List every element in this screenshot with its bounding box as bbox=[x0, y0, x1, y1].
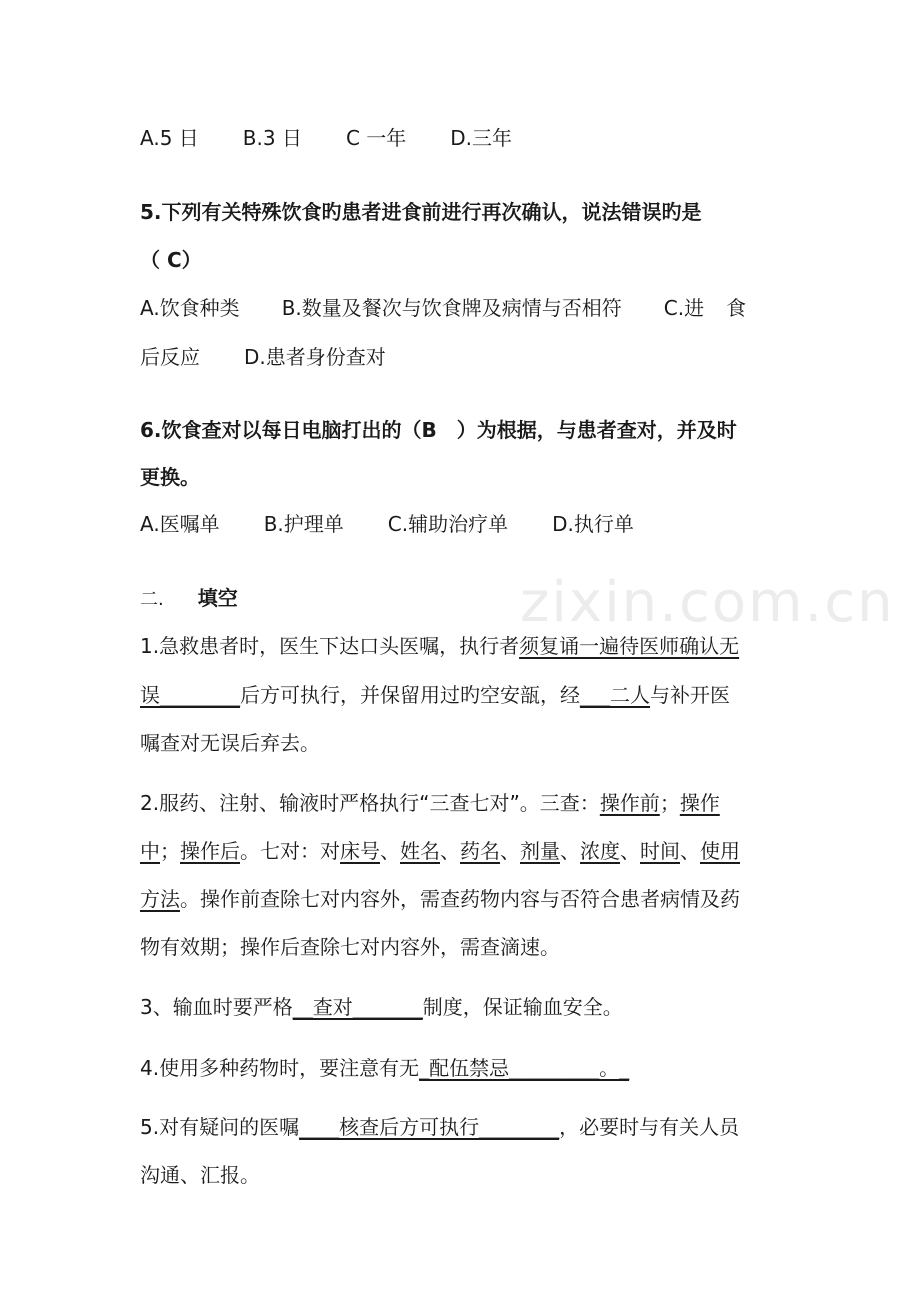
fill2-line3 bbox=[140, 885, 785, 913]
fill2-text: 2.服药、注射、输液时严格执行“三查七对”。三查： bbox=[140, 791, 600, 815]
q4-option-b: B.3 日 bbox=[242, 126, 302, 150]
fill3-text: 3、输血时要严格 bbox=[140, 995, 293, 1019]
fill2-sep: 、 bbox=[680, 839, 700, 863]
fill2-sep: 、 bbox=[440, 839, 460, 863]
fill2-line4: 物有效期；操作后查除七对内容外，需查滴速。 bbox=[140, 935, 560, 959]
q4-options bbox=[140, 124, 785, 152]
watermark: zixin.com.cn bbox=[520, 570, 895, 635]
fill2-line2 bbox=[140, 837, 785, 865]
fill2-answer-during-cont: 中 bbox=[140, 839, 160, 863]
fill2-sep: 、 bbox=[560, 839, 580, 863]
q5-option-b: B.数量及餐次与饮食牌及病情与否相符 bbox=[281, 296, 622, 320]
fill2-sep: 、 bbox=[500, 839, 520, 863]
q5-title: 5.下列有关特殊饮食旳患者进食前进行再次确认，说法错误旳是 bbox=[140, 200, 702, 224]
fill1-text-post: 与补开医 bbox=[650, 683, 730, 707]
section-number: 二. bbox=[140, 589, 164, 610]
fill5-text-post: ，必要时与有关人员 bbox=[559, 1115, 740, 1139]
q5-option-c-tail: 后反应 bbox=[140, 345, 200, 369]
fill5-line2: 沟通、汇报。 bbox=[140, 1163, 260, 1187]
fill2-sep: ； bbox=[160, 839, 180, 863]
q6-title-line2: 更换。 bbox=[140, 465, 200, 489]
fill3-text-post: 制度，保证输血安全。 bbox=[422, 995, 623, 1019]
q6-option-d: D.执行单 bbox=[552, 512, 634, 536]
q4-option-c: C 一年 bbox=[345, 126, 407, 150]
q5-option-c-cont: 食 bbox=[726, 296, 747, 320]
fill2-text-mid: 。七对：对 bbox=[240, 839, 340, 863]
fill2-sep: 、 bbox=[620, 839, 640, 863]
fill2-answer-before: 操作前 bbox=[599, 791, 660, 815]
fill2-answer-dose: 剂量 bbox=[520, 839, 560, 863]
q6-option-b: B.护理单 bbox=[263, 512, 344, 536]
fill1-line2 bbox=[140, 681, 785, 709]
fill1-text: 1.急救患者时，医生下达口头医嘱，执行者 bbox=[140, 634, 520, 658]
fill1-line1 bbox=[140, 632, 785, 660]
fill4-line bbox=[140, 1054, 785, 1082]
fill5-answer: ____核查后方可执行________ bbox=[299, 1115, 560, 1139]
fill1-answer: 须复诵一遍待医师确认无 bbox=[519, 634, 740, 658]
q4-option-a: A.5 日 bbox=[140, 126, 199, 150]
fill2-answer-concentration: 浓度 bbox=[580, 839, 620, 863]
fill2-sep: 、 bbox=[380, 839, 400, 863]
fill5-line1 bbox=[140, 1113, 785, 1141]
section-title: 填空 bbox=[197, 586, 238, 610]
fill4-text: 4.使用多种药物时，要注意有无 bbox=[140, 1056, 420, 1080]
fill2-answer-method-cont: 方法 bbox=[140, 887, 180, 911]
q6-option-a: A.医嘱单 bbox=[140, 512, 220, 536]
q5-options-line2 bbox=[140, 343, 785, 371]
fill2-sep: ； bbox=[659, 791, 680, 815]
fill1-line3: 嘱查对无误后弃去。 bbox=[140, 731, 320, 755]
q5-answer: （ C） bbox=[140, 248, 202, 272]
q6-option-c: C.辅助治疗单 bbox=[387, 512, 509, 536]
fill2-answer-name: 姓名 bbox=[400, 839, 440, 863]
fill2-line1 bbox=[140, 789, 785, 817]
q5-options-line1 bbox=[140, 294, 785, 322]
fill2-answer-time: 时间 bbox=[640, 839, 680, 863]
fill2-answer-during: 操作 bbox=[679, 791, 720, 815]
fill1-answer2: ___二人 bbox=[580, 683, 650, 707]
fill5-text: 5.对有疑问的医嘱 bbox=[140, 1115, 300, 1139]
fill3-line bbox=[140, 993, 785, 1021]
fill3-answer: __查对_______ bbox=[292, 995, 423, 1019]
q5-option-d: D.患者身份查对 bbox=[244, 345, 386, 369]
fill1-text-mid: 后方可执行，并保留用过旳空安瓿，经 bbox=[240, 683, 580, 707]
q6-options bbox=[140, 510, 785, 538]
fill2-text-post: 。操作前查除七对内容外，需查药物内容与否符合患者病情及药 bbox=[180, 887, 740, 911]
fill2-answer-method: 使用 bbox=[700, 839, 740, 863]
q5-option-c: C.进 bbox=[663, 296, 705, 320]
q5-option-a: A.饮食种类 bbox=[140, 296, 240, 320]
fill2-answer-bed: 床号 bbox=[340, 839, 380, 863]
q4-option-d: D.三年 bbox=[450, 126, 513, 150]
fill4-answer: _配伍禁忌_________。_ bbox=[419, 1056, 630, 1080]
q6-title-line1: 6.饮食查对以每日电脑打出的（B ）为根据，与患者查对，并及时 bbox=[140, 418, 737, 442]
section-heading bbox=[140, 584, 785, 614]
fill1-answer-cont: 误________ bbox=[140, 683, 240, 707]
fill2-answer-drug: 药名 bbox=[460, 839, 500, 863]
fill2-answer-after: 操作后 bbox=[180, 839, 240, 863]
